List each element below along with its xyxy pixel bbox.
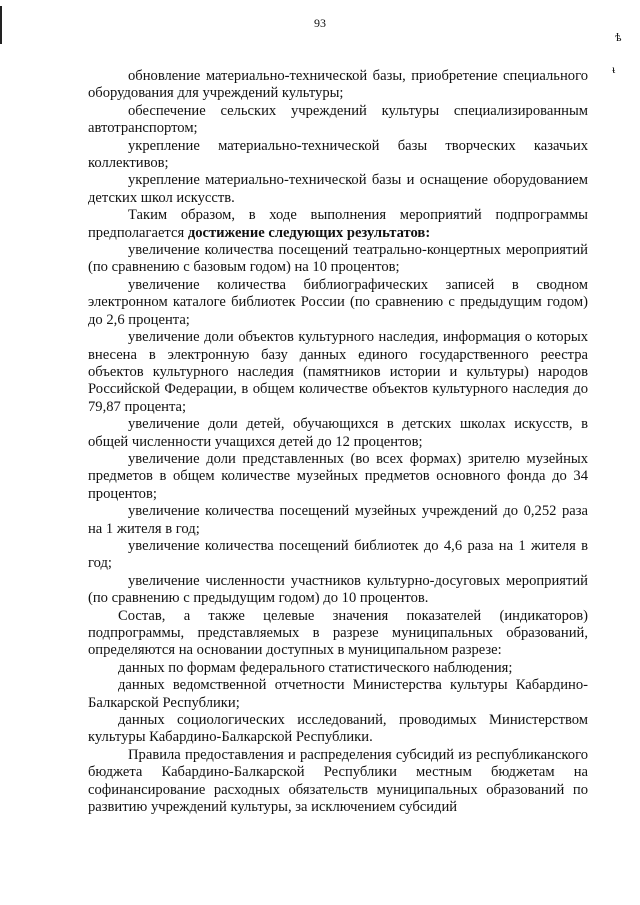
results-intro-lead: Таким образом, в ходе выполнения мероприятий подпрограммы предполагается <box>88 207 588 241</box>
result-item: увеличение количества библиографических записей в сводном электронном каталоге библиотек России (по сравнению с предыдущим годом) до 2,6 процента; <box>88 276 588 328</box>
result-item: увеличение доли объектов культурного наследия, информация о которых внесена в электронную базу данных единого государственного реестра объектов культурного наследия (памятников истории и культуры) народов Российской Федерации, в общем количестве объектов культурного наследия до 79,87 процента; <box>88 329 588 415</box>
result-item: увеличение численности участников культурно-досуговых мероприятий (по сравнению с предыдущим годом) до 10 процентов. <box>88 572 588 607</box>
document-body <box>88 68 588 816</box>
paragraph-cossack-collectives: укрепление материально-технической базы творческих казачьих коллективов; <box>88 137 588 172</box>
indicators-intro: Состав, а также целевые значения показателей (индикаторов) подпрограммы, представляемых в разрезе муниципальных образований, определяются на основании доступных в муниципальном разрезе: <box>88 607 588 659</box>
margin-mark-2: ᵼ <box>612 62 616 76</box>
result-item: увеличение доли детей, обучающихся в детских школах искусств, в общей численности учащихся детей до 12 процентов; <box>88 416 588 450</box>
paragraph-rural-transport: обеспечение сельских учреждений культуры специализированным автотранспортом; <box>88 102 588 137</box>
closing-paragraph: Правила предоставления и распределения субсидий из республиканского бюджета Кабардино-Балкарской Республики местным бюджетам на софинансирование расходных обязательств муниципальных образований по развитию учреждений культуры, за исключением субсидий <box>88 746 588 816</box>
source-item: данных ведомственной отчетности Министерства культуры Кабардино-Балкарской Республики; <box>88 677 588 711</box>
margin-mark-1: ѣ <box>615 30 622 44</box>
results-intro <box>88 207 588 242</box>
paragraph-equipment-update: обновление материально-технической базы, приобретение специального оборудования для учреждений культуры; <box>88 68 588 102</box>
paragraph-art-schools: укрепление материально-технической базы и оснащение оборудованием детских школ искусств. <box>88 172 588 206</box>
results-intro-bold: достижение следующих результатов: <box>187 224 431 241</box>
source-item: данных по формам федерального статистического наблюдения; <box>118 659 513 676</box>
result-item: увеличение доли представленных (во всех формах) зрителю музейных предметов в общем количестве музейных предметов основного фонда до 34 процентов; <box>88 450 588 502</box>
source-item: данных социологических исследований, проводимых Министерством культуры Кабардино-Балкарской Республики. <box>88 712 588 746</box>
result-item: увеличение количества посещений театрально-концертных мероприятий (по сравнению с базовым годом) на 10 процентов; <box>88 242 588 276</box>
result-item: увеличение количества посещений библиотек до 4,6 раза на 1 жителя в год; <box>88 537 588 572</box>
page-number: 93 <box>314 16 326 30</box>
result-item: увеличение количества посещений музейных учреждений до 0,252 раза на 1 жителя в год; <box>88 503 588 537</box>
